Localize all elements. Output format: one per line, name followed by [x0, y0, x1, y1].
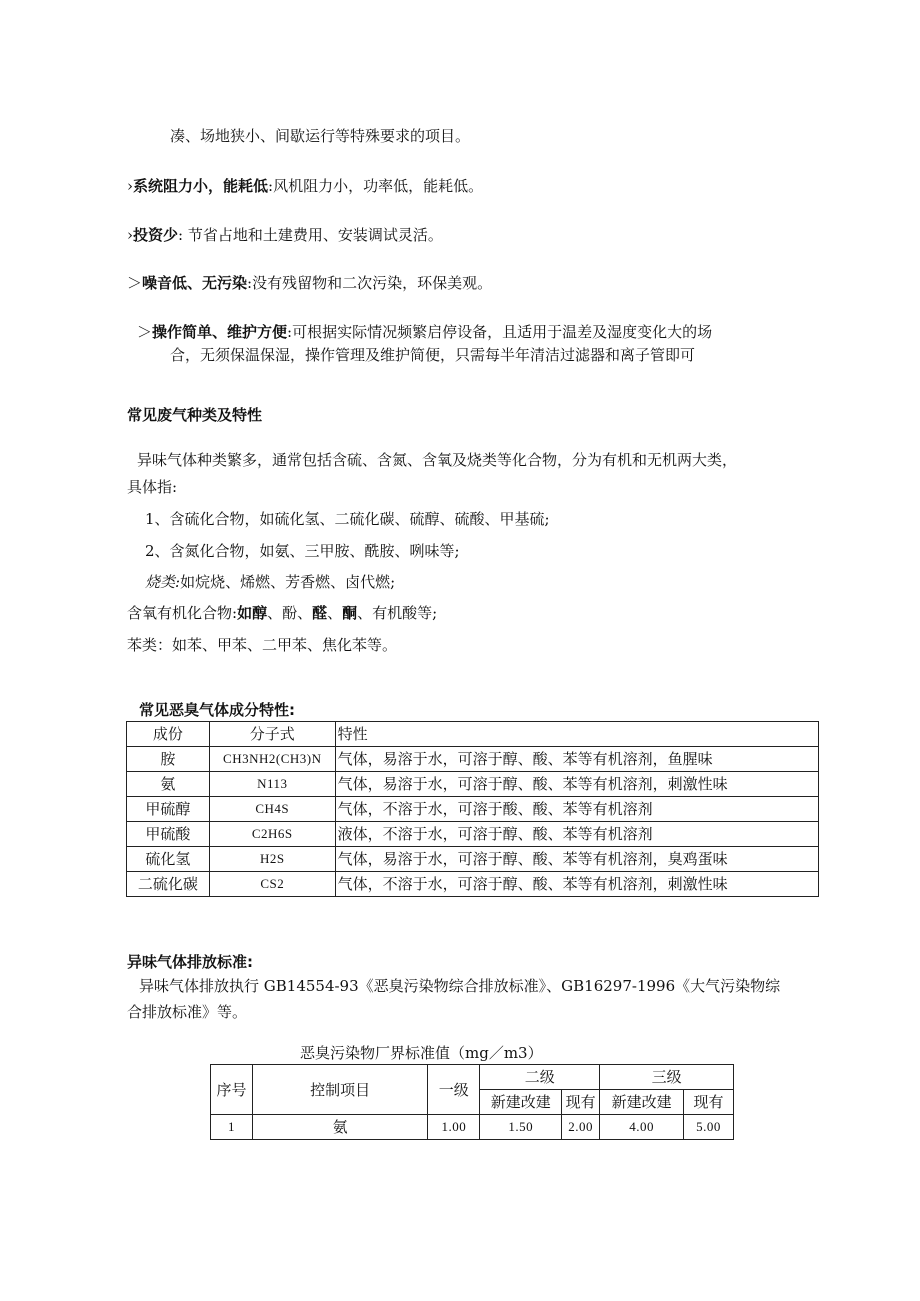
header-cell: 控制项目 [252, 1065, 427, 1115]
table-cell: 1.50 [480, 1115, 562, 1140]
table-row [127, 747, 819, 772]
feature-text-continued: 合，无须保温保湿，操作管理及维护简便，只需每半年清洁过滤器和离子管即可 [170, 346, 696, 364]
table-header-row [211, 1065, 734, 1090]
bullet-marker: ＞ [137, 323, 153, 341]
paragraph-line: 具体指: [127, 478, 178, 496]
header-cell: 三级 [600, 1065, 734, 1090]
bold-term: 如醇 [237, 604, 268, 622]
table-title: 恶臭污染物厂界标准值（mg／m3） [300, 1044, 543, 1062]
list-item: 1、含硫化合物，如硫化氢、二硫化碳、硫醇、硫酸、甲基硫; [145, 510, 550, 528]
header-cell: 现有 [562, 1090, 600, 1115]
table-cell: 气体，易溶于水，可溶于醇、酸、苯等有机溶剂，刺激性味 [335, 772, 818, 797]
table-cell: 二硫化碳 [127, 872, 210, 897]
section-heading: 异味气体排放标准: [127, 953, 253, 971]
list-item-label: 含氧有机化合物: [127, 604, 238, 622]
table-cell: N113 [209, 772, 335, 797]
table-cell: 2.00 [562, 1115, 600, 1140]
feature-item [127, 225, 443, 245]
header-cell: 分子式 [209, 722, 335, 747]
table-row [127, 797, 819, 822]
bold-term: 醛 [312, 604, 328, 622]
table-cell: 4.00 [600, 1115, 684, 1140]
feature-item [137, 322, 712, 342]
feature-title: 系统阻力小，能耗低 [133, 177, 269, 195]
feature-text: :没有残留物和二次污染，环保美观。 [247, 274, 493, 292]
feature-title: 操作简单、维护方便 [152, 323, 288, 341]
table-cell: 硫化氢 [127, 847, 210, 872]
section-heading: 常见废气种类及特性 [127, 406, 263, 424]
odor-standard-table [210, 1064, 734, 1140]
feature-text: :可根据实际情况频繁启停设备，且适用于温差及湿度变化大的场 [287, 323, 713, 341]
table-cell: 5.00 [684, 1115, 734, 1140]
table-cell: 胺 [127, 747, 210, 772]
table-cell: 气体，不溶于水，可溶于酸、酸、苯等有机溶剂 [335, 797, 818, 822]
table-row [127, 872, 819, 897]
table-cell: 氨 [127, 772, 210, 797]
list-item-text: 、 [327, 604, 343, 622]
header-cell: 成份 [127, 722, 210, 747]
header-cell: 新建改建 [480, 1090, 562, 1115]
table-cell: 甲硫酸 [127, 822, 210, 847]
list-item [127, 603, 437, 623]
table-cell: 氨 [252, 1115, 427, 1140]
table-cell: 气体，不溶于水，可溶于醇、酸、苯等有机溶剂，刺激性味 [335, 872, 818, 897]
bullet-marker: › [127, 226, 133, 244]
table-row [211, 1115, 734, 1140]
table-row [127, 822, 819, 847]
odor-gas-table [126, 721, 819, 897]
table-cell: 甲硫醇 [127, 797, 210, 822]
list-item-text: 如烷烧、烯燃、芳香燃、卤代燃; [180, 573, 396, 591]
bold-term: 酮 [342, 604, 358, 622]
header-cell: 特性 [335, 722, 818, 747]
list-item-text: 、有机酸等; [357, 604, 438, 622]
header-cell: 序号 [211, 1065, 253, 1115]
list-item [145, 572, 395, 592]
feature-item [127, 176, 483, 196]
intro-line: 凑、场地狭小、间歇运行等特殊要求的项目。 [170, 127, 471, 145]
table-header-row [127, 722, 819, 747]
feature-title: 投资少 [133, 226, 179, 244]
feature-title: 噪音低、无污染 [142, 274, 248, 292]
table-cell: CS2 [209, 872, 335, 897]
paragraph-line: 合排放标准》等。 [127, 1003, 248, 1021]
table-cell: H2S [209, 847, 335, 872]
list-item: 2、含氮化合物，如氨、三甲胺、酰胺、咧味等; [145, 542, 460, 560]
header-cell: 现有 [684, 1090, 734, 1115]
table-cell: CH3NH2(CH3)N [209, 747, 335, 772]
paragraph-line: 异味气体排放执行 GB14554-93《恶臭污染物综合排放标准》、GB16297-1996《大气污染物综 [139, 977, 781, 995]
table-cell: CH4S [209, 797, 335, 822]
table-cell: 1 [211, 1115, 253, 1140]
list-item-label: 烧类: [145, 573, 181, 591]
header-cell: 新建改建 [600, 1090, 684, 1115]
feature-text: : 节省占地和土建费用、安装调试灵活。 [178, 226, 443, 244]
header-cell: 二级 [480, 1065, 600, 1090]
bullet-marker: › [127, 177, 133, 195]
table-row [127, 847, 819, 872]
feature-text: :风机阻力小，功率低，能耗低。 [268, 177, 484, 195]
paragraph-line: 异味气体种类繁多，通常包括含硫、含氮、含氧及烧类等化合物，分为有机和无机两大类， [137, 451, 738, 469]
list-item: 苯类：如苯、甲苯、二甲苯、焦化苯等。 [127, 636, 398, 654]
table-cell: C2H6S [209, 822, 335, 847]
feature-item [127, 273, 492, 293]
table-cell: 气体，易溶于水，可溶于醇、酸、苯等有机溶剂，鱼腥味 [335, 747, 818, 772]
header-cell: 一级 [428, 1065, 480, 1115]
bullet-marker: ＞ [127, 274, 143, 292]
table-cell: 1.00 [428, 1115, 480, 1140]
table-caption: 常见恶臭气体成分特性: [139, 701, 295, 719]
table-cell: 液体，不溶于水，可溶于醇、酸、苯等有机溶剂 [335, 822, 818, 847]
table-row [127, 772, 819, 797]
list-item-text: 、酚、 [267, 604, 313, 622]
table-cell: 气体，易溶于水，可溶于醇、酸、苯等有机溶剂，臭鸡蛋味 [335, 847, 818, 872]
